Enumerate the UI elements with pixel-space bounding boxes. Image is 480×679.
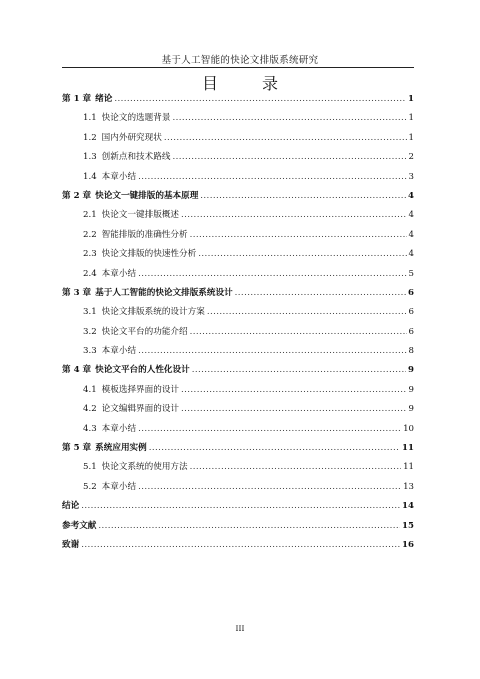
entry-title: 国内外研究现状	[101, 132, 162, 143]
entry-title: 系统应用实例	[95, 443, 147, 454]
dot-leader	[81, 540, 400, 550]
toc-entry-4-1[interactable]	[62, 383, 414, 402]
entry-page: 4	[408, 190, 414, 201]
dot-leader	[138, 269, 406, 279]
dot-leader	[98, 521, 400, 531]
header-rule	[62, 67, 414, 68]
dot-leader	[138, 482, 401, 492]
entry-page: 2	[408, 152, 414, 163]
entry-title: 快论文平台的功能介绍	[101, 326, 188, 337]
toc-entry-1-1[interactable]	[62, 111, 414, 130]
entry-page: 3	[408, 171, 414, 182]
entry-title: 论文编辑界面的设计	[101, 404, 180, 415]
toc-entry-conclusion[interactable]	[62, 499, 414, 518]
dot-leader	[181, 210, 407, 220]
toc-entry-chapter-2[interactable]	[62, 189, 414, 208]
entry-page: 8	[408, 346, 414, 357]
entry-title: 快论文一键排版的基本原理	[95, 190, 199, 201]
dot-leader	[190, 327, 407, 337]
entry-title: 基于人工智能的快论文排版系统设计	[95, 287, 233, 298]
entry-title: 快论文系统的使用方法	[101, 462, 188, 473]
entry-number: 1.1	[83, 113, 97, 124]
dot-leader	[172, 152, 406, 162]
entry-title: 快论文的选题背景	[101, 113, 171, 124]
entry-number: 第 4 章	[62, 365, 92, 376]
entry-number: 2.2	[83, 229, 97, 240]
toc-entry-3-3[interactable]	[62, 344, 414, 363]
entry-title: 智能排版的准确性分析	[101, 229, 188, 240]
entry-title: 本章小结	[101, 268, 137, 279]
dot-leader	[198, 249, 406, 259]
entry-number: 3.3	[83, 346, 97, 357]
entry-number: 第 1 章	[62, 94, 92, 104]
dot-leader	[181, 385, 407, 395]
dot-leader	[190, 230, 407, 240]
entry-page: 9	[408, 404, 414, 415]
entry-number: 2.4	[83, 268, 97, 279]
entry-number: 1.3	[83, 152, 97, 163]
entry-page: 9	[408, 365, 414, 376]
entry-number: 第 5 章	[62, 443, 92, 454]
running-header-title: 基于人工智能的快论文排版系统研究	[161, 55, 319, 66]
entry-number: 4.2	[83, 404, 97, 415]
toc-list	[62, 92, 414, 557]
entry-page: 11	[403, 462, 414, 473]
entry-page: 6	[408, 307, 414, 318]
entry-number: 1.2	[83, 132, 97, 143]
toc-entry-chapter-1[interactable]	[62, 92, 414, 111]
entry-page: 9	[408, 384, 414, 395]
entry-page: 1	[408, 94, 414, 104]
toc-entry-2-3[interactable]	[62, 247, 414, 266]
entry-page: 5	[408, 268, 414, 279]
toc-entry-1-2[interactable]	[62, 131, 414, 150]
entry-number: 3.1	[83, 307, 97, 318]
dot-leader	[114, 94, 406, 104]
entry-number: 5.1	[83, 462, 97, 473]
entry-title: 结论	[62, 501, 80, 512]
entry-title: 本章小结	[101, 171, 137, 182]
toc-entry-chapter-3[interactable]	[62, 286, 414, 305]
toc-entry-acknowledgements[interactable]	[62, 538, 414, 557]
toc-entry-2-1[interactable]	[62, 208, 414, 227]
entry-title: 快论文排版的快速性分析	[101, 249, 197, 260]
toc-entry-4-3[interactable]	[62, 422, 414, 441]
toc-heading: 目 录	[201, 74, 292, 93]
entry-page: 14	[402, 501, 414, 512]
footer-page-number: III	[235, 624, 245, 633]
entry-page: 11	[402, 443, 414, 454]
dot-leader	[138, 424, 401, 434]
entry-title: 致谢	[62, 539, 80, 550]
dot-leader	[149, 443, 400, 453]
entry-title: 模板选择界面的设计	[101, 384, 180, 395]
entry-title: 快论文一键排版概述	[101, 210, 180, 221]
entry-page: 1	[408, 113, 414, 124]
toc-entry-references[interactable]	[62, 519, 414, 538]
entry-number: 4.3	[83, 423, 97, 434]
toc-entry-1-4[interactable]	[62, 170, 414, 189]
entry-page: 16	[402, 539, 414, 550]
toc-entry-1-3[interactable]	[62, 150, 414, 169]
entry-title: 绪论	[95, 94, 113, 104]
entry-page: 10	[403, 423, 414, 434]
entry-page: 13	[403, 481, 414, 492]
toc-entry-chapter-4[interactable]	[62, 363, 414, 382]
dot-leader	[138, 172, 406, 182]
entry-page: 6	[408, 287, 414, 298]
dot-leader	[200, 191, 406, 201]
dot-leader	[190, 462, 401, 472]
entry-number: 2.3	[83, 249, 97, 260]
entry-page: 6	[408, 326, 414, 337]
dot-leader	[207, 307, 407, 317]
entry-number: 2.1	[83, 210, 97, 221]
entry-title: 创新点和技术路线	[101, 152, 171, 163]
entry-number: 5.2	[83, 481, 97, 492]
dot-leader	[81, 501, 400, 511]
entry-page: 15	[402, 520, 414, 531]
entry-page: 4	[408, 210, 414, 221]
dot-leader	[164, 133, 407, 143]
toc-entry-4-2[interactable]	[62, 402, 414, 421]
toc-entry-2-4[interactable]	[62, 267, 414, 286]
entry-page: 4	[408, 249, 414, 260]
toc-entry-3-2[interactable]	[62, 325, 414, 344]
entry-title: 本章小结	[101, 346, 137, 357]
entry-number: 3.2	[83, 326, 97, 337]
entry-title: 本章小结	[101, 481, 137, 492]
toc-entry-3-1[interactable]	[62, 305, 414, 324]
toc-entry-5-1[interactable]	[62, 460, 414, 479]
entry-page: 1	[408, 132, 414, 143]
entry-number: 第 3 章	[62, 287, 92, 298]
entry-page: 4	[408, 229, 414, 240]
entry-title: 参考文献	[62, 520, 97, 531]
toc-entry-chapter-5[interactable]	[62, 441, 414, 460]
dot-leader	[235, 288, 406, 298]
dot-leader	[172, 113, 406, 123]
entry-number: 1.4	[83, 171, 97, 182]
toc-entry-2-2[interactable]	[62, 228, 414, 247]
toc-entry-5-2[interactable]	[62, 480, 414, 499]
entry-title: 本章小结	[101, 423, 137, 434]
dot-leader	[138, 346, 406, 356]
entry-title: 快论文排版系统的设计方案	[101, 307, 205, 318]
dot-leader	[181, 404, 407, 414]
entry-number: 4.1	[83, 384, 97, 395]
entry-title: 快论文平台的人性化设计	[95, 365, 190, 376]
dot-leader	[192, 365, 406, 375]
entry-number: 第 2 章	[62, 190, 92, 201]
